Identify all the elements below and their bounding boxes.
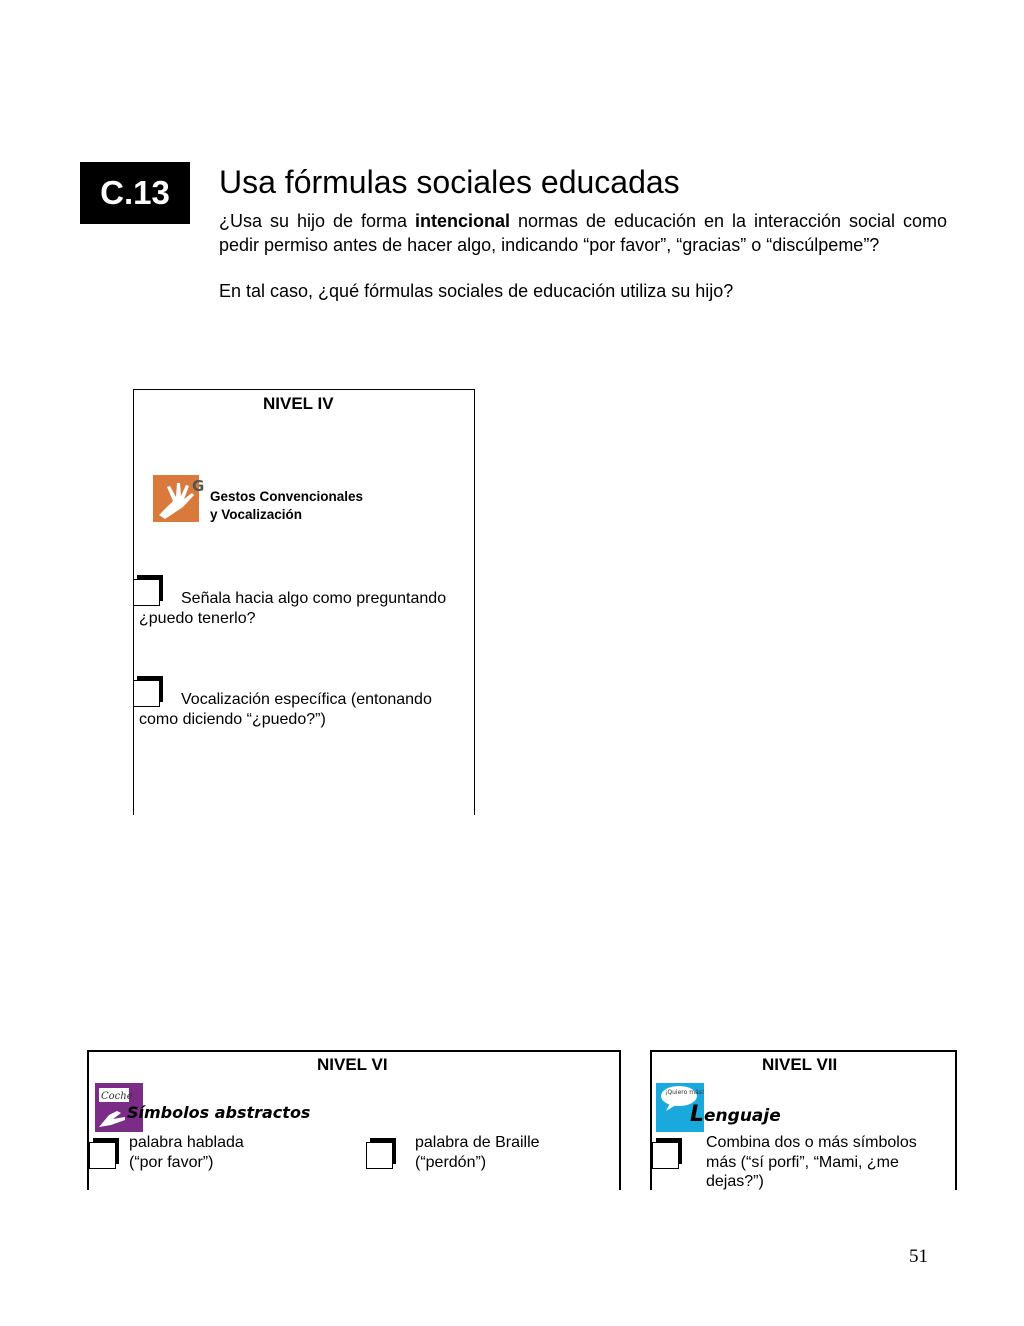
item-line-3: dejas?”) (706, 1173, 764, 1190)
language-initial: L (690, 1102, 705, 1127)
abstract-symbols-label: Símbolos abstractos (127, 1103, 311, 1122)
level-6-box (87, 1050, 621, 1190)
item-line-2: (“por favor”) (129, 1153, 214, 1171)
item-line-1: Vocalización específica (entonando (181, 691, 432, 708)
question-post: normas de educación en la interacción social como pedir permiso antes de hacer algo, indicando “por favor”, “gracias” o “discúlpeme”? (219, 211, 947, 255)
icon-bubble-text: ¡Quiero más! (665, 1089, 705, 1096)
item-line-2: como diciendo “¿puedo?”) (139, 710, 326, 728)
item-line-2: (“perdón”) (415, 1153, 487, 1171)
item-spoken-word (129, 1133, 244, 1172)
gestures-category-label (210, 488, 363, 524)
item-code-badge: C.13 (80, 162, 190, 224)
item-line-1: Combina dos o más símbolos (706, 1134, 917, 1151)
item-braille-word (415, 1133, 540, 1172)
level-7-box (650, 1050, 957, 1190)
page-title: Usa fórmulas sociales educadas (219, 164, 680, 200)
category-line-1: Gestos Convencionales (210, 489, 364, 504)
item-combines-symbols (706, 1133, 917, 1192)
item-line-1: palabra hablada (129, 1134, 244, 1151)
level-6-title: NIVEL VI (317, 1055, 388, 1074)
item-line-1: Señala hacia algo como preguntando (181, 590, 447, 607)
checkbox-combines-symbols[interactable] (652, 1142, 679, 1169)
gestures-icon (153, 475, 203, 522)
category-line-2: y Vocalización (210, 507, 303, 522)
level-4-box (133, 389, 475, 815)
level-7-title: NIVEL VII (762, 1055, 838, 1074)
level-4-title: NIVEL IV (263, 394, 334, 413)
item-vocalization (139, 690, 469, 729)
question-text (219, 210, 947, 257)
language-label (690, 1102, 781, 1127)
page-number: 51 (909, 1246, 928, 1267)
question-pre: ¿Usa su hijo de forma (219, 211, 415, 231)
checkbox-spoken-word[interactable] (89, 1142, 116, 1169)
item-line-2: más (“sí porfi”, “Mami, ¿me (706, 1153, 899, 1171)
question-emphasis: intencional (414, 211, 510, 231)
item-line-1: palabra de Braille (415, 1134, 540, 1151)
checkbox-braille-word[interactable] (366, 1142, 393, 1169)
language-rest: enguaje (704, 1106, 781, 1126)
icon-word: Coche (101, 1091, 133, 1102)
followup-question: En tal caso, ¿qué fórmulas sociales de educación utiliza su hijo? (219, 281, 734, 301)
gestures-icon-letter: G (192, 477, 205, 495)
item-line-2: ¿puedo tenerlo? (139, 609, 256, 627)
item-point-asking (139, 589, 469, 628)
